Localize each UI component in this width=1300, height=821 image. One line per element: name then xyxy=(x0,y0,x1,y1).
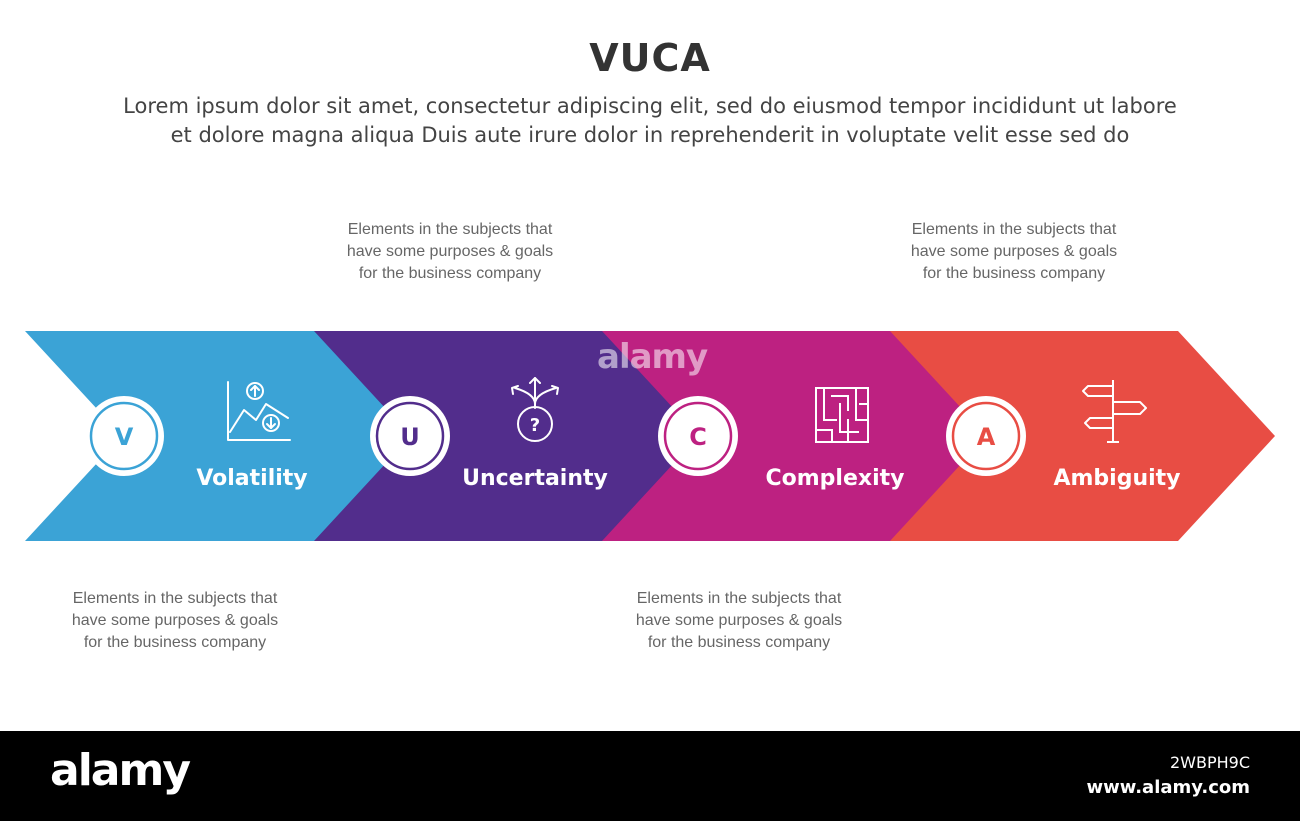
letter-badge-a xyxy=(946,396,1026,476)
description-line: Elements in the subjects that xyxy=(636,590,842,607)
letter-a: A xyxy=(976,423,996,451)
letter-u: U xyxy=(400,423,420,451)
letter-badge-c xyxy=(658,396,738,476)
letter-v: V xyxy=(114,423,134,451)
label-ambiguity: Ambiguity xyxy=(1053,466,1181,491)
subtitle-line: et dolore magna aliqua Duis aute irure dolor in reprehenderit in voluptate velit esse sed do xyxy=(170,123,1130,147)
description-line: have some purposes & goals xyxy=(910,243,1118,260)
page-title: VUCA xyxy=(589,36,711,80)
watermark: alamy xyxy=(597,337,708,377)
footer-bar xyxy=(0,731,1300,821)
description-volatility xyxy=(45,588,305,654)
description-line: Elements in the subjects that xyxy=(72,590,278,607)
description-line: for the business company xyxy=(83,634,267,651)
subtitle-line: Lorem ipsum dolor sit amet, consectetur adipiscing elit, sed do eiusmod tempor incididunt ut labore xyxy=(123,94,1177,118)
svg-text:?: ? xyxy=(529,415,541,436)
description-line: for the business company xyxy=(358,265,542,282)
description-line: Elements in the subjects that xyxy=(911,221,1117,238)
description-line: have some purposes & goals xyxy=(71,612,279,629)
description-line: Elements in the subjects that xyxy=(347,221,553,238)
label-volatility: Volatility xyxy=(196,466,308,491)
label-uncertainty: Uncertainty xyxy=(462,466,608,491)
letter-badge-v xyxy=(84,396,164,476)
image-id: 2WBPH9C xyxy=(1169,753,1250,772)
description-line: have some purposes & goals xyxy=(635,612,843,629)
description-line: for the business company xyxy=(647,634,831,651)
description-complexity xyxy=(609,588,869,654)
description-line: for the business company xyxy=(922,265,1106,282)
label-complexity: Complexity xyxy=(765,466,905,491)
description-ambiguity xyxy=(884,219,1144,285)
page-subtitle xyxy=(50,92,1250,150)
letter-c: C xyxy=(689,423,707,451)
description-uncertainty xyxy=(320,219,580,285)
footer-site: www.alamy.com xyxy=(1086,777,1250,798)
letter-badge-u xyxy=(370,396,450,476)
footer-logo: alamy xyxy=(50,745,189,796)
description-line: have some purposes & goals xyxy=(346,243,554,260)
